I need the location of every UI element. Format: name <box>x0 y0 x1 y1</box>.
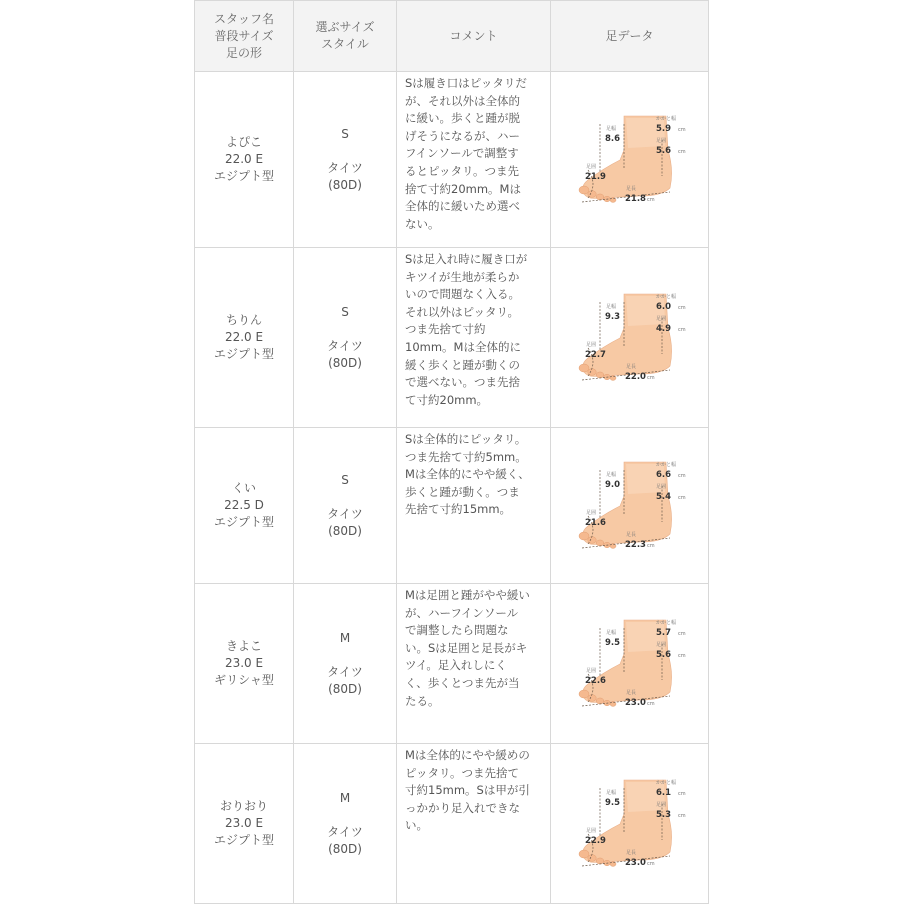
header-foot-data: 足データ <box>551 1 709 72</box>
foot-length-label: 足長 <box>625 185 636 192</box>
comment-line: が、ハーフインソール <box>405 605 519 620</box>
toe-icon <box>579 186 589 194</box>
foot-diagram <box>570 456 690 556</box>
unit-label: cm <box>677 148 686 155</box>
heel-width-label: かかと幅 <box>655 293 676 300</box>
foot-shape: エジプト型 <box>213 169 274 183</box>
comment-line: げそうになるが、ハー <box>405 128 520 143</box>
chosen-size: M <box>339 630 351 645</box>
foot-girth-label: 足囲 <box>585 341 596 348</box>
staff-cell <box>195 72 294 248</box>
foot-data-cell <box>551 744 709 904</box>
staff-cell <box>195 744 294 904</box>
size-cell <box>294 584 397 744</box>
comment-cell <box>397 72 551 248</box>
size-cell <box>294 428 397 584</box>
comment-line: それ以外はピッタリ。 <box>405 304 519 319</box>
comment-line: ない。 <box>405 216 440 231</box>
header-staff <box>195 1 294 72</box>
comment-line: 緩く歩くと踵が動くの <box>405 357 520 372</box>
heel-width-value: 6.6 <box>655 469 671 480</box>
staff-name: くい <box>231 481 256 495</box>
instep-label: 足囲 <box>655 483 666 490</box>
unit-label: cm <box>677 494 686 501</box>
foot-length-label: 足長 <box>625 363 636 370</box>
comment-line: い。 <box>405 818 428 833</box>
usual-size: 23.0 E <box>224 656 264 670</box>
comment-line: ツイ。足入れしにく <box>405 658 507 673</box>
style-name: タイツ <box>327 338 363 353</box>
foot-length-label: 足長 <box>625 689 636 696</box>
denier: (80D) <box>328 841 362 856</box>
unit-label: cm <box>646 700 655 707</box>
usual-size: 22.0 E <box>224 330 264 344</box>
usual-size: 22.5 D <box>224 498 264 512</box>
chosen-size: S <box>341 126 349 141</box>
foot-shape: ギリシャ型 <box>214 673 274 687</box>
comment-cell <box>397 584 551 744</box>
foot-diagram <box>570 614 690 714</box>
foot-width-label: 足幅 <box>605 125 616 132</box>
size-table <box>194 0 709 904</box>
foot-shape: エジプト型 <box>213 347 274 361</box>
staff-cell <box>195 428 294 584</box>
unit-label: cm <box>646 374 655 381</box>
heel-width-value: 5.9 <box>655 123 671 134</box>
usual-size: 22.0 E <box>224 152 264 166</box>
foot-shape: エジプト型 <box>213 833 274 847</box>
comment-line: フインソールで調整す <box>405 146 519 161</box>
unit-label: cm <box>677 790 686 797</box>
comment-line: Sは履き口はピッタリだ <box>405 76 527 90</box>
foot-width-value: 9.5 <box>604 637 620 648</box>
staff-name: ちりん <box>225 313 262 327</box>
comment-line: たる。 <box>405 693 440 708</box>
foot-width-label: 足幅 <box>605 471 616 478</box>
foot-girth-label: 足囲 <box>585 667 596 674</box>
header-staff-line-3: 足の形 <box>225 45 262 60</box>
instep-value: 4.9 <box>655 323 671 334</box>
foot-length-label: 足長 <box>625 531 636 538</box>
foot-width-value: 8.6 <box>604 133 620 144</box>
heel-width-label: かかと幅 <box>655 115 676 122</box>
foot-length-label: 足長 <box>625 849 636 856</box>
comment-line: に緩い。歩くと踵が脱 <box>405 111 520 126</box>
comment-line: つま先捨て寸約5mm。 <box>405 449 527 464</box>
style-name: タイツ <box>327 160 363 175</box>
comment-line: Sは足入れ時に履き口が <box>405 252 528 266</box>
unit-label: cm <box>646 196 655 203</box>
staff-name: おりおり <box>219 799 268 813</box>
staff-cell <box>195 584 294 744</box>
foot-width-label: 足幅 <box>605 629 616 636</box>
chosen-size: M <box>339 790 351 805</box>
foot-length-value: 23.0 <box>624 857 646 868</box>
toe-icon <box>596 193 604 199</box>
foot-girth-label: 足囲 <box>585 163 596 170</box>
table-body <box>195 72 709 904</box>
foot-data-cell <box>551 72 709 248</box>
heel-width-value: 6.0 <box>655 301 671 312</box>
heel-width-value: 6.1 <box>655 787 671 798</box>
style-name: タイツ <box>327 824 363 839</box>
size-table-wrapper <box>194 0 708 900</box>
comment-line: 全体的に緩いため選べ <box>405 199 520 214</box>
instep-label: 足囲 <box>655 801 666 808</box>
comment-line: っかかり足入れできな <box>405 800 520 815</box>
foot-length-value: 22.0 <box>624 371 646 382</box>
foot-girth-value: 22.7 <box>584 349 606 360</box>
unit-label: cm <box>677 304 686 311</box>
staff-name: よぴこ <box>225 135 262 149</box>
comment-line: キツイが生地が柔らか <box>405 269 520 284</box>
foot-length-value: 21.8 <box>624 193 646 204</box>
table-header-row <box>195 1 709 72</box>
instep-label: 足囲 <box>655 315 666 322</box>
toe-icon <box>596 539 604 545</box>
foot-girth-label: 足囲 <box>585 827 596 834</box>
table-row <box>195 584 709 744</box>
foot-diagram <box>570 288 690 388</box>
heel-width-label: かかと幅 <box>655 461 676 468</box>
denier: (80D) <box>328 681 362 696</box>
comment-line: るとピッタリ。つま先 <box>405 163 519 178</box>
staff-cell <box>195 248 294 428</box>
header-comment: コメント <box>397 1 551 72</box>
header-size-line-1: 選ぶサイズ <box>315 20 375 34</box>
style-name: タイツ <box>327 506 363 521</box>
comment-line: で選べない。つま先捨 <box>405 375 520 390</box>
chosen-size: S <box>341 472 349 487</box>
usual-size: 23.0 E <box>224 816 264 830</box>
foot-width-value: 9.5 <box>604 797 620 808</box>
comment-line: いので問題なく入る。 <box>405 287 520 302</box>
toe-icon <box>596 697 604 703</box>
comment-line: 寸約15mm。Sは甲が引 <box>405 783 530 798</box>
comment-line: Mは全体的にやや緩めの <box>405 748 530 762</box>
foot-shape: エジプト型 <box>213 515 274 529</box>
size-cell <box>294 72 397 248</box>
instep-value: 5.3 <box>655 809 671 820</box>
header-size-line-2: スタイル <box>321 37 369 51</box>
size-cell <box>294 744 397 904</box>
foot-width-value: 9.3 <box>604 311 620 322</box>
comment-line: 先捨て寸約15mm。 <box>405 502 512 517</box>
staff-name: きよこ <box>225 639 262 653</box>
instep-label: 足囲 <box>655 641 666 648</box>
comment-line: く、歩くとつま先が当 <box>405 675 520 690</box>
comment-line: つま先捨て寸約 <box>405 322 486 337</box>
table-row <box>195 428 709 584</box>
style-name: タイツ <box>327 664 363 679</box>
comment-line: 歩くと踵が動く。つま <box>405 484 520 499</box>
size-cell <box>294 248 397 428</box>
comment-line: ピッタリ。つま先捨て <box>405 765 519 780</box>
comment-line: が、それ以外は全体的 <box>405 93 520 108</box>
unit-label: cm <box>677 326 686 333</box>
foot-width-value: 9.0 <box>604 479 620 490</box>
unit-label: cm <box>646 542 655 549</box>
foot-width-label: 足幅 <box>605 789 616 796</box>
foot-girth-value: 21.6 <box>584 517 606 528</box>
foot-data-cell <box>551 428 709 584</box>
denier: (80D) <box>328 355 362 370</box>
heel-width-value: 5.7 <box>655 627 671 638</box>
unit-label: cm <box>677 652 686 659</box>
foot-diagram <box>570 774 690 874</box>
foot-girth-value: 21.9 <box>584 171 606 182</box>
toe-icon <box>579 690 589 698</box>
comment-line: Mは全体的にやや緩く、 <box>405 467 530 482</box>
toe-icon <box>579 364 589 372</box>
chosen-size: S <box>341 304 349 319</box>
denier: (80D) <box>328 177 362 192</box>
comment-line: Mは足囲と踵がやや緩い <box>405 588 530 602</box>
comment-cell <box>397 744 551 904</box>
foot-girth-value: 22.9 <box>584 835 606 846</box>
unit-label: cm <box>646 860 655 867</box>
foot-diagram <box>570 110 690 210</box>
foot-width-label: 足幅 <box>605 303 616 310</box>
instep-value: 5.4 <box>655 491 671 502</box>
comment-cell <box>397 248 551 428</box>
foot-girth-label: 足囲 <box>585 509 596 516</box>
comment-line: 捨て寸約20mm。Mは <box>405 181 521 196</box>
comment-line: で調整したら問題な <box>405 623 509 638</box>
foot-girth-value: 22.6 <box>584 675 606 686</box>
table-row <box>195 248 709 428</box>
toe-icon <box>579 850 589 858</box>
unit-label: cm <box>677 812 686 819</box>
toe-icon <box>596 371 604 377</box>
table-row <box>195 744 709 904</box>
unit-label: cm <box>677 472 686 479</box>
header-staff-line-1: スタッフ名 <box>213 11 274 26</box>
toe-icon <box>596 857 604 863</box>
comment-line: い。Sは足囲と足長がキ <box>405 640 528 655</box>
foot-data-cell <box>551 248 709 428</box>
table-row <box>195 72 709 248</box>
unit-label: cm <box>677 630 686 637</box>
header-staff-line-2: 普段サイズ <box>214 28 274 43</box>
comment-line: 10mm。Mは全体的に <box>405 339 521 354</box>
comment-cell <box>397 428 551 584</box>
toe-icon <box>579 532 589 540</box>
heel-width-label: かかと幅 <box>655 619 676 626</box>
denier: (80D) <box>328 523 362 538</box>
foot-length-value: 23.0 <box>624 697 646 708</box>
instep-label: 足囲 <box>655 137 666 144</box>
heel-width-label: かかと幅 <box>655 779 676 786</box>
foot-data-cell <box>551 584 709 744</box>
comment-line: Sは全体的にピッタリ。 <box>405 432 527 446</box>
instep-value: 5.6 <box>655 649 671 660</box>
comment-line: て寸約20mm。 <box>405 392 489 407</box>
foot-length-value: 22.3 <box>624 539 646 550</box>
header-size <box>294 1 397 72</box>
instep-value: 5.6 <box>655 145 671 156</box>
unit-label: cm <box>677 126 686 133</box>
